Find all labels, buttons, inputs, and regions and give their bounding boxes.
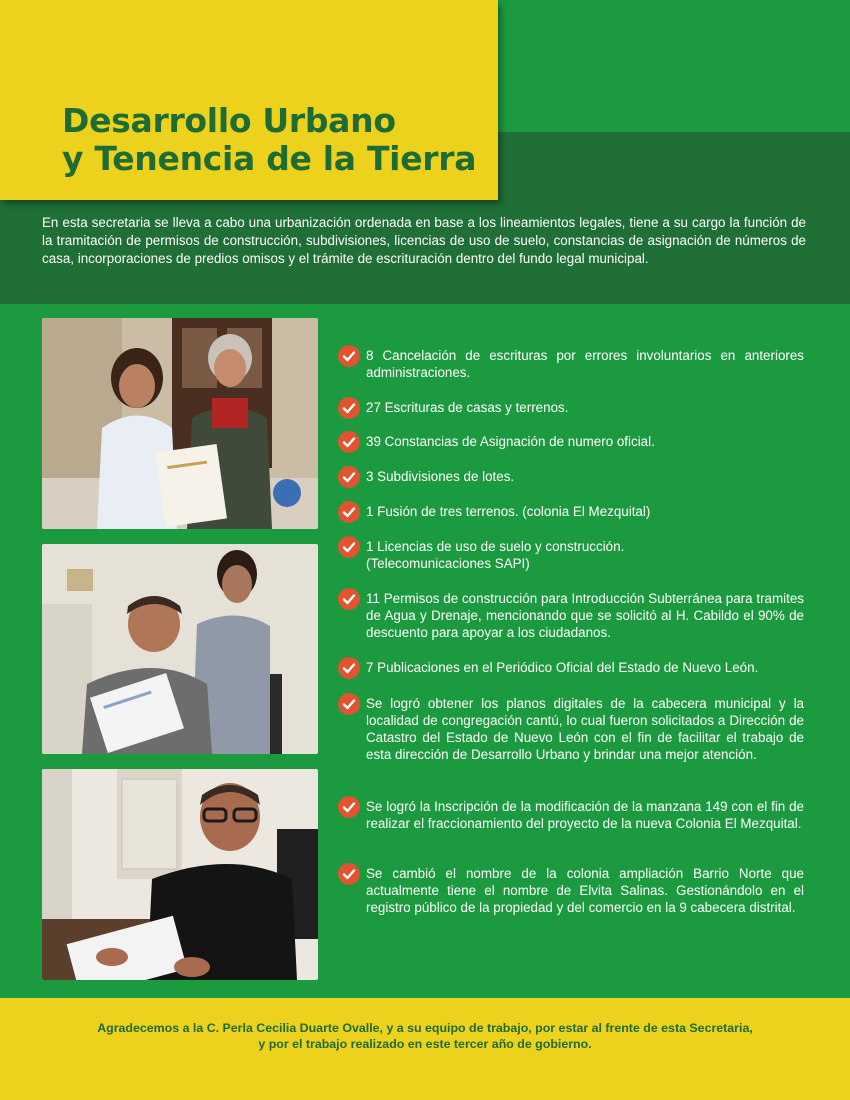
check-icon xyxy=(338,397,360,419)
item-text: Se logró obtener los planos digitales de la cabecera municipal y la localidad de congregación cantú, lo cual fueron solicitados a Dirección de Catastro del Estado de Nuevo León con el fin de facilitar el trabajo de esta dirección de Desarrollo Urbano y brindar una mejor atención. xyxy=(366,696,804,762)
title-box xyxy=(0,0,498,200)
item-text: 39 Constancias de Asignación de numero oficial. xyxy=(366,434,655,449)
check-icon xyxy=(338,466,360,488)
check-icon xyxy=(338,657,360,679)
photo-certificate-delivery-2 xyxy=(42,544,318,754)
check-icon xyxy=(338,501,360,523)
check-icon xyxy=(338,588,360,610)
photo-certificate-delivery-3 xyxy=(42,769,318,980)
item-text: 11 Permisos de construcción para Introducción Subterránea para tramites de Agua y Drenaje, mencionando que se solicitó al H. Cabildo el 90% de descuento para apoyar a los ciudadanos. xyxy=(366,591,804,640)
list-item xyxy=(338,347,804,381)
list-item xyxy=(338,659,804,676)
page-title xyxy=(62,102,476,178)
item-text: 27 Escrituras de casas y terrenos. xyxy=(366,400,569,415)
check-icon xyxy=(338,693,360,715)
title-line-2: y Tenencia de la Tierra xyxy=(62,139,477,178)
photo-certificate-delivery-1 xyxy=(42,318,318,529)
list-item xyxy=(338,468,804,485)
list-item xyxy=(338,590,804,641)
list-item xyxy=(338,865,804,916)
item-text: 7 Publicaciones en el Periódico Oficial del Estado de Nuevo León. xyxy=(366,660,759,675)
footer-band xyxy=(0,998,850,1100)
check-icon xyxy=(338,345,360,367)
list-item xyxy=(338,798,804,832)
check-icon xyxy=(338,796,360,818)
item-text: Se cambió el nombre de la colonia ampliación Barrio Norte que actualmente tiene el nombre de Elvita Salinas. Gestionándolo en el registro público de la propiedad y del comercio en la 9 cabecera distrital. xyxy=(366,866,804,915)
footer-line-2: y por el trabajo realizado en este tercer año de gobierno. xyxy=(258,1037,592,1051)
list-item xyxy=(338,695,804,763)
title-line-1: Desarrollo Urbano xyxy=(62,101,396,140)
check-icon xyxy=(338,431,360,453)
check-icon xyxy=(338,863,360,885)
item-text: 1 Fusión de tres terrenos. (colonia El Mezquital) xyxy=(366,504,651,519)
item-text: 8 Cancelación de escrituras por errores involuntarios en anteriores administraciones. xyxy=(366,348,804,380)
item-text: 1 Licencias de uso de suelo y construcción. (Telecomunicaciones SAPI) xyxy=(366,539,625,571)
footer-acknowledgement xyxy=(20,1020,830,1052)
list-item xyxy=(338,399,804,416)
list-item xyxy=(338,503,804,520)
check-icon xyxy=(338,536,360,558)
list-item xyxy=(338,538,668,572)
footer-line-1: Agradecemos a la C. Perla Cecilia Duarte Ovalle, y a su equipo de trabajo, por estar al frente de esta Secretaria, xyxy=(97,1021,753,1035)
list-item xyxy=(338,433,804,450)
item-text: Se logró la Inscripción de la modificación de la manzana 149 con el fin de realizar el fraccionamiento del proyecto de la nueva Colonia El Mezquital. xyxy=(366,799,804,831)
intro-paragraph: En esta secretaria se lleva a cabo una urbanización ordenada en base a los lineamientos legales, tiene a su cargo la función de la tramitación de permisos de construcción, subdivisiones, licencias de uso de suelo, constancias de asignación de números de casa, incorporaciones de predios omisos y el trámite de escrituración dentro del fundo legal municipal. xyxy=(42,215,806,266)
item-text: 3 Subdivisiones de lotes. xyxy=(366,469,515,484)
